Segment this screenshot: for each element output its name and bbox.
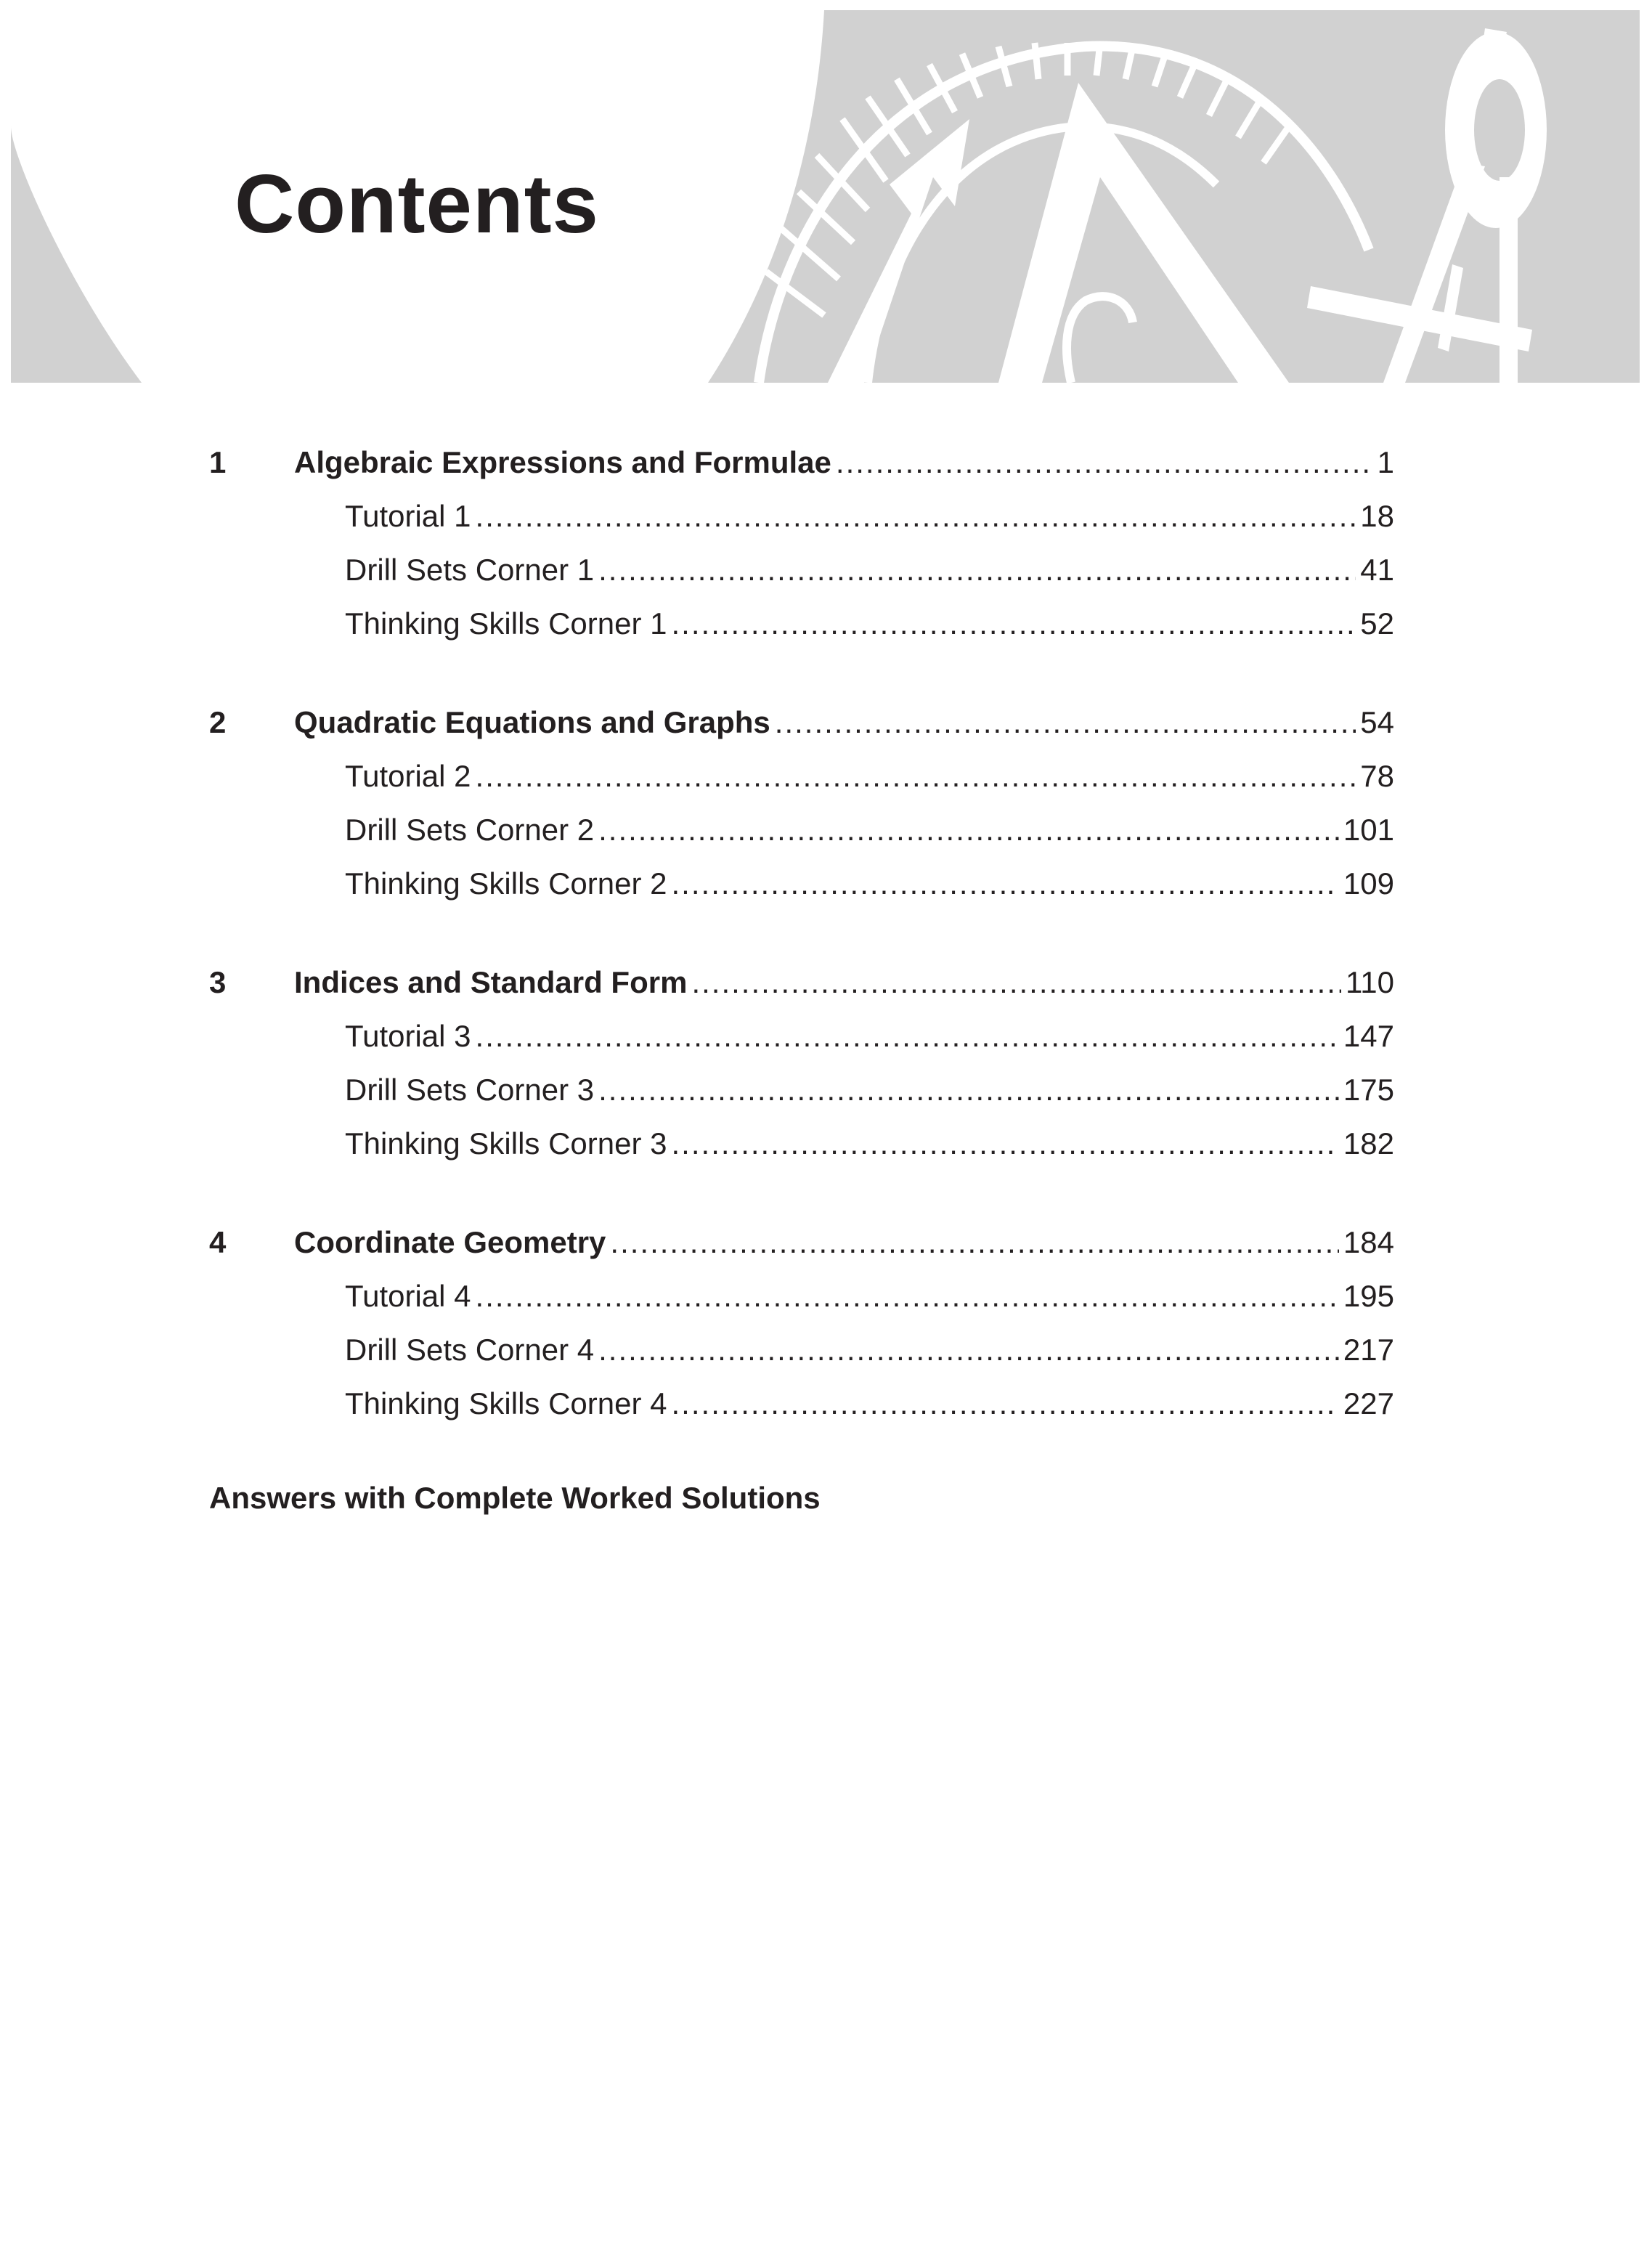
entry-label: Drill Sets Corner 1 bbox=[345, 553, 595, 587]
toc-chapter-group bbox=[209, 696, 1394, 911]
dot-leader bbox=[610, 1216, 1339, 1269]
page-number: 147 bbox=[1343, 1019, 1394, 1053]
dot-leader bbox=[672, 857, 1339, 911]
dot-leader bbox=[476, 489, 1356, 543]
entry-label: Tutorial 1 bbox=[345, 499, 471, 533]
dot-leader bbox=[775, 696, 1356, 749]
toc-chapter-entry[interactable] bbox=[209, 1216, 1394, 1269]
toc-sub-entry[interactable] bbox=[209, 1009, 1394, 1063]
page-number: 52 bbox=[1360, 606, 1394, 641]
dot-leader bbox=[598, 543, 1356, 597]
dot-leader bbox=[691, 956, 1341, 1009]
toc-sub-entry[interactable] bbox=[209, 1323, 1394, 1377]
dot-leader bbox=[476, 1009, 1339, 1063]
page-number: 109 bbox=[1343, 866, 1394, 901]
dot-leader bbox=[672, 597, 1356, 651]
chapter-title: Quadratic Equations and Graphs bbox=[294, 705, 770, 739]
page-number: 1 bbox=[1377, 445, 1394, 479]
entry-label: Tutorial 4 bbox=[345, 1279, 471, 1313]
page-title: Contents bbox=[235, 158, 599, 251]
dot-leader bbox=[598, 803, 1339, 857]
page-number: 195 bbox=[1343, 1279, 1394, 1313]
entry-label: Thinking Skills Corner 1 bbox=[345, 606, 667, 641]
chapter-title: Coordinate Geometry bbox=[294, 1225, 606, 1259]
page-number: 41 bbox=[1360, 553, 1394, 587]
page-number: 182 bbox=[1343, 1126, 1394, 1160]
table-of-contents bbox=[209, 436, 1394, 1525]
entry-label: Thinking Skills Corner 3 bbox=[345, 1126, 667, 1160]
chapter-title: Indices and Standard Form bbox=[294, 965, 688, 999]
toc-sub-entry[interactable] bbox=[209, 489, 1394, 543]
toc-sub-entry[interactable] bbox=[209, 857, 1394, 911]
page-number: 227 bbox=[1343, 1386, 1394, 1420]
dot-leader bbox=[476, 749, 1356, 803]
toc-sub-entry[interactable] bbox=[209, 803, 1394, 857]
answers-entry[interactable]: Answers with Complete Worked Solutions bbox=[209, 1481, 821, 1515]
toc-chapter-entry[interactable] bbox=[209, 436, 1394, 489]
page-number: 217 bbox=[1343, 1333, 1394, 1367]
toc-sub-entry[interactable] bbox=[209, 1063, 1394, 1117]
chapter-number: 4 bbox=[209, 1225, 227, 1259]
entry-label: Thinking Skills Corner 2 bbox=[345, 866, 667, 901]
entry-label: Tutorial 2 bbox=[345, 759, 471, 793]
dot-leader bbox=[598, 1063, 1339, 1117]
dot-leader bbox=[836, 436, 1373, 489]
toc-chapter-group bbox=[209, 956, 1394, 1171]
chapter-number: 3 bbox=[209, 965, 227, 999]
toc-chapter-group bbox=[209, 1216, 1394, 1431]
page-number: 101 bbox=[1343, 813, 1394, 847]
entry-label: Drill Sets Corner 3 bbox=[345, 1073, 595, 1107]
toc-sub-entry[interactable] bbox=[209, 1117, 1394, 1171]
chapter-title: Algebraic Expressions and Formulae bbox=[294, 445, 831, 479]
entry-label: Tutorial 3 bbox=[345, 1019, 471, 1053]
entry-label: Drill Sets Corner 2 bbox=[345, 813, 595, 847]
toc-chapter-group bbox=[209, 436, 1394, 651]
toc-sub-entry[interactable] bbox=[209, 543, 1394, 597]
page-number: 110 bbox=[1346, 965, 1394, 999]
dot-leader bbox=[598, 1323, 1339, 1377]
dot-leader bbox=[672, 1117, 1339, 1171]
entry-label: Drill Sets Corner 4 bbox=[345, 1333, 595, 1367]
toc-chapter-entry[interactable] bbox=[209, 956, 1394, 1009]
toc-sub-entry[interactable] bbox=[209, 1269, 1394, 1323]
chapter-number: 2 bbox=[209, 705, 227, 739]
page-number: 78 bbox=[1360, 759, 1394, 793]
page-number: 175 bbox=[1343, 1073, 1394, 1107]
entry-label: Thinking Skills Corner 4 bbox=[345, 1386, 667, 1420]
dot-leader bbox=[476, 1269, 1339, 1323]
toc-sub-entry[interactable] bbox=[209, 749, 1394, 803]
dot-leader bbox=[672, 1377, 1339, 1431]
toc-sub-entry[interactable] bbox=[209, 1377, 1394, 1431]
page-number: 54 bbox=[1360, 705, 1394, 739]
chapter-number: 1 bbox=[209, 445, 227, 479]
page-number: 18 bbox=[1360, 499, 1394, 533]
toc-chapter-entry[interactable] bbox=[209, 696, 1394, 749]
toc-sub-entry[interactable] bbox=[209, 597, 1394, 651]
page-number: 184 bbox=[1343, 1225, 1394, 1259]
